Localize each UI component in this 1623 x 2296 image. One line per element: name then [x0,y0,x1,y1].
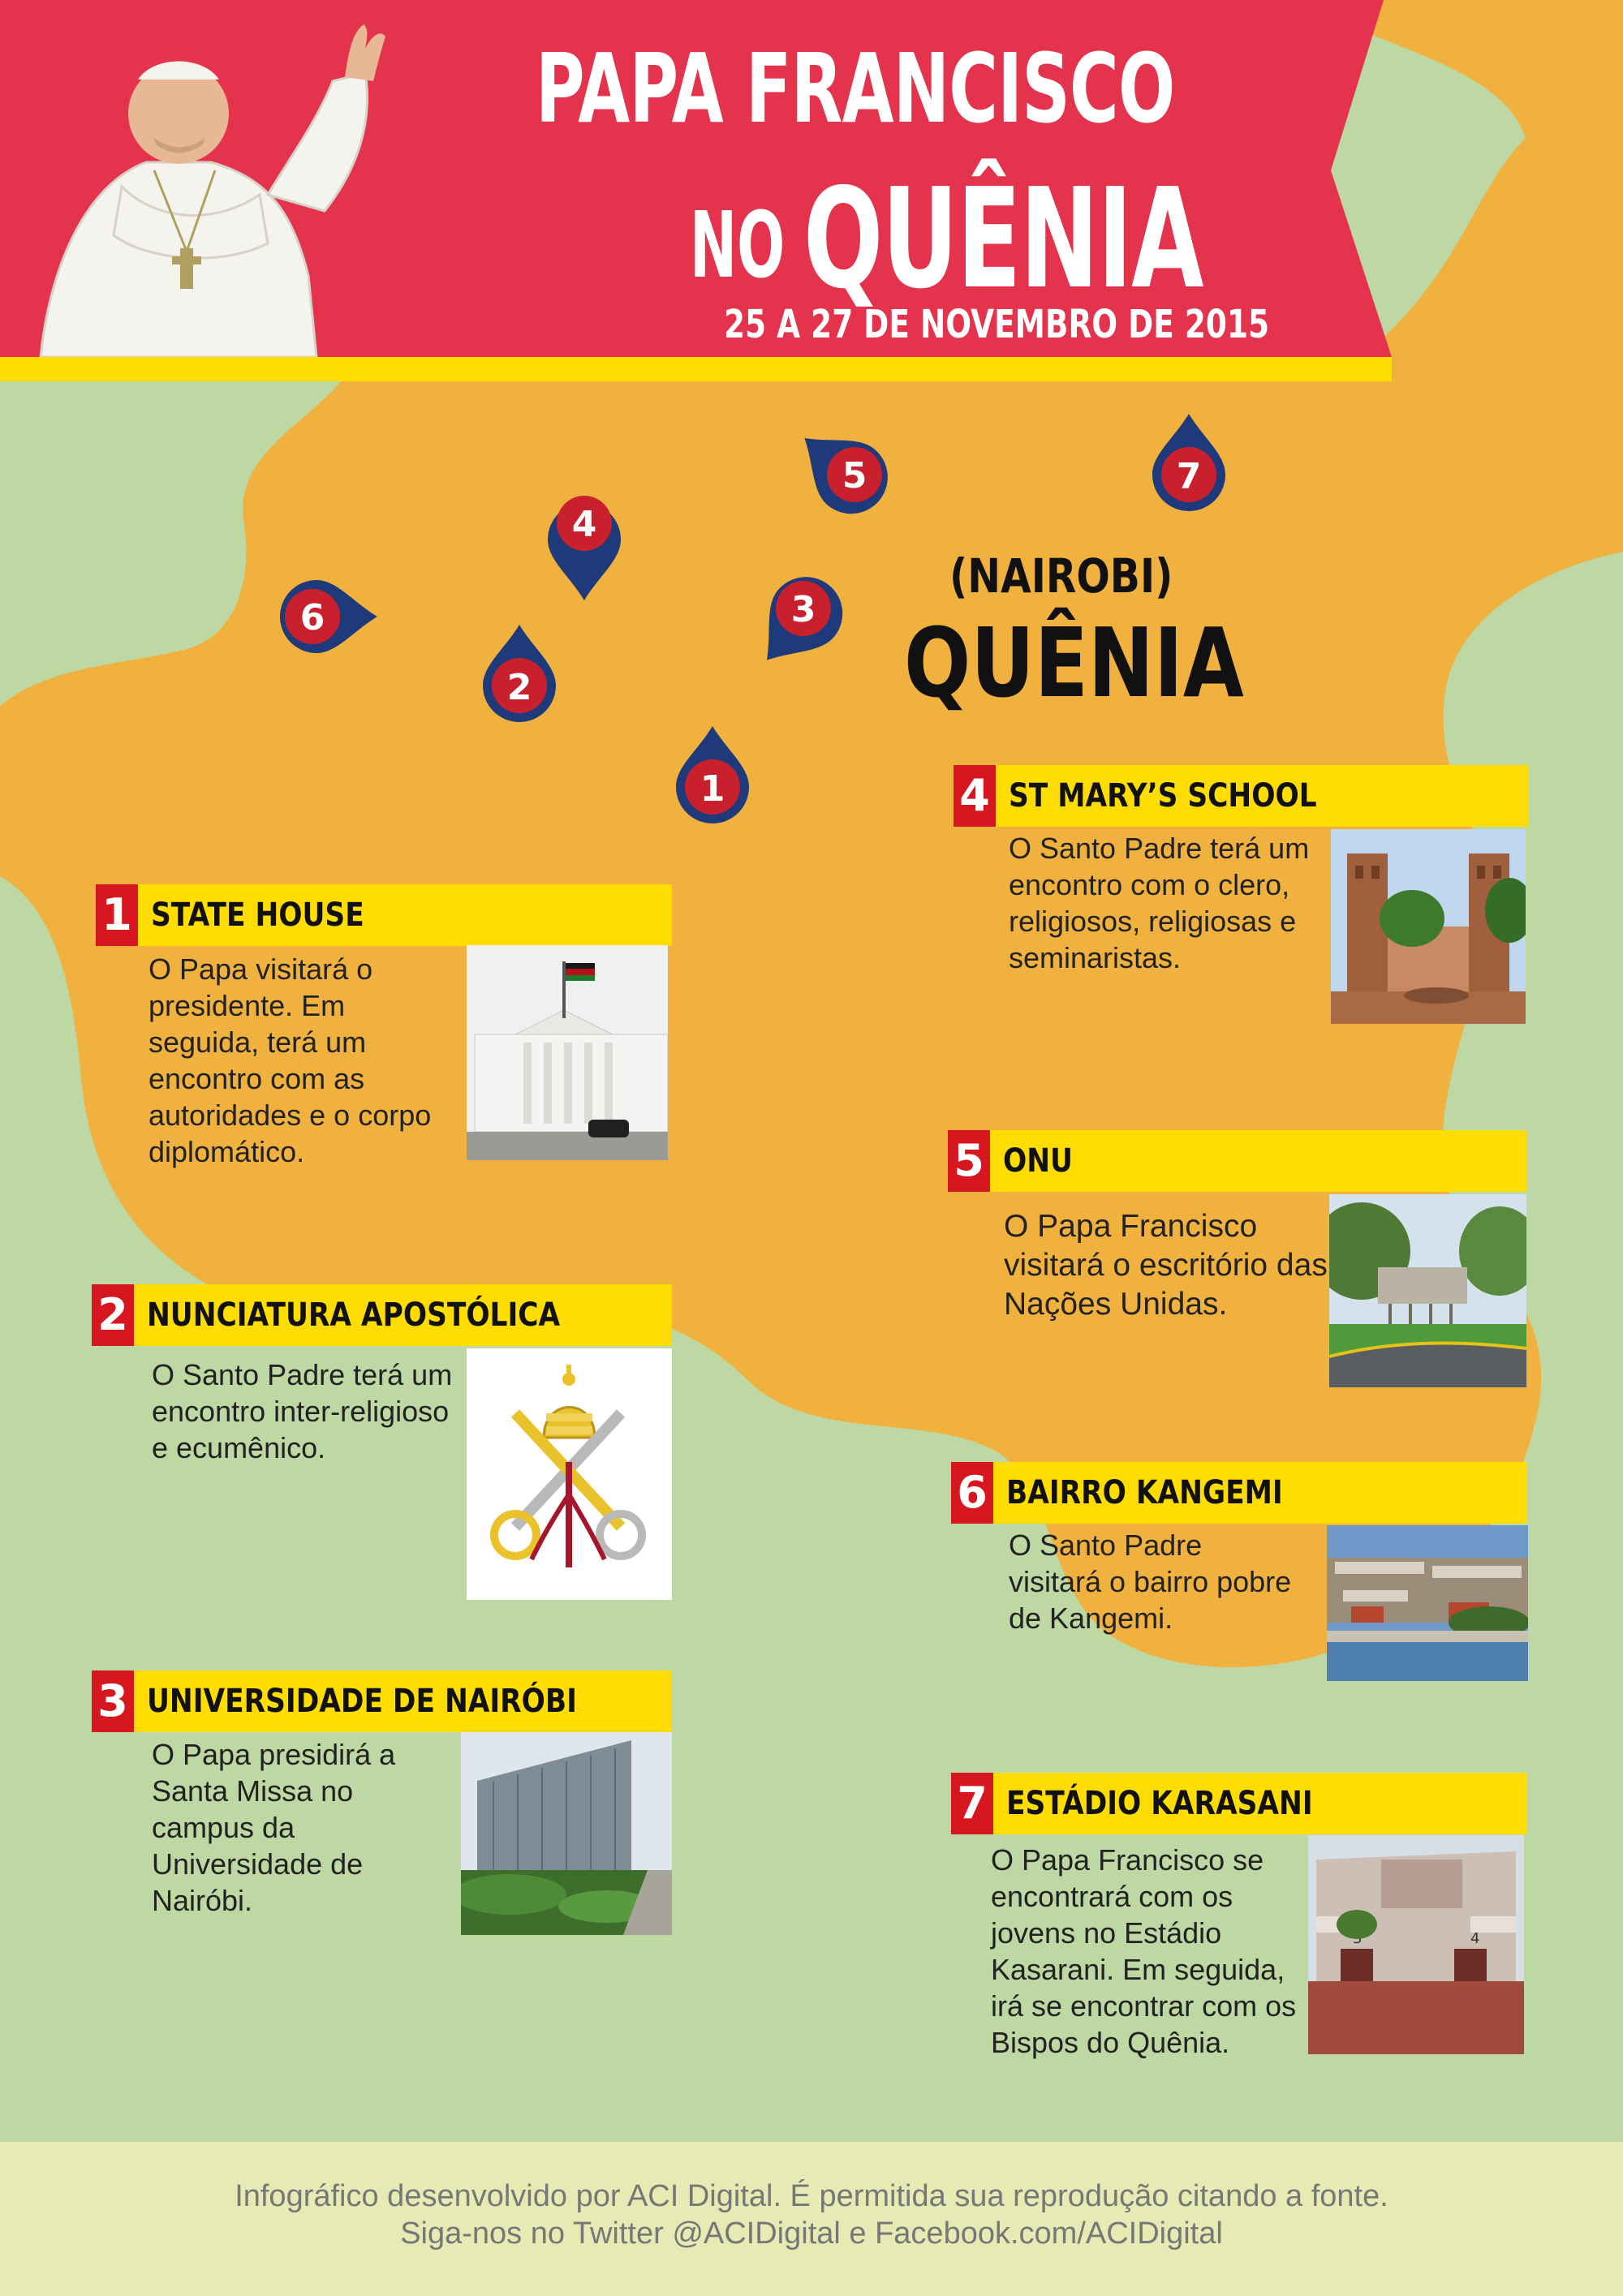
location-number: 3 [92,1670,134,1732]
map-label-nairobi: (NAIROBI) [949,548,1173,604]
title-quenia: QUÊNIA [803,159,1203,320]
map-pin-7 [1140,414,1238,511]
location-6-header [951,1462,1527,1524]
map-pin-3 [755,568,852,665]
location-1-description: O Papa visitará o presidente. Em seguida, terá um encontro com as autoridades e o corpo diplomático. [149,952,432,1168]
map-pin-6 [272,568,369,665]
footer [0,2142,1623,2296]
location-title: BAIRRO KANGEMI [1006,1474,1283,1511]
pin-number: 5 [842,455,867,497]
location-3-description: O Papa presidirá a Santa Missa no campus da Universidade de Nairóbi. [152,1738,396,1917]
map-label-kenya: QUÊNIA [904,607,1244,719]
location-4-header [954,765,1528,827]
location-7-photo [1308,1835,1524,2054]
location-title: ONU [1003,1142,1073,1180]
pin-number: 7 [1176,456,1202,497]
location-3-header [92,1670,672,1732]
pin-number: 2 [506,667,532,708]
location-number: 2 [92,1284,134,1346]
location-number: 1 [96,884,138,946]
map-pin-2 [471,625,568,722]
location-title: ESTÁDIO KARASANI [1006,1785,1313,1822]
location-number: 6 [951,1462,993,1524]
location-7-description: O Papa Francisco se encontrará com os jovens no Estádio Kasarani. Em seguida, irá se encontrar com os Bispos do Quênia. [991,1843,1297,2059]
location-title: UNIVERSIDADE DE NAIRÓBI [147,1683,577,1720]
pin-number: 3 [790,589,816,630]
location-4-description: O Santo Padre terá um encontro com o clero, religiosos, religiosas e seminaristas. [1009,832,1310,974]
title-no: NO [690,193,786,299]
location-2-description: O Santo Padre terá um encontro inter-religioso e ecumênico. [152,1358,453,1464]
svg-text:4: 4 [1470,1930,1480,1947]
title-papa-francisco: PAPA FRANCISCO [536,32,1175,144]
location-3-photo [461,1732,672,1935]
location-5-description: O Papa Francisco visitará o escritório das Nações Unidas. [1004,1209,1328,1322]
location-1-photo [467,945,668,1160]
event-dates: 25 A 27 DE NOVEMBRO DE 2015 [724,302,1270,347]
location-number: 7 [951,1773,993,1834]
header-yellow-stripe [0,357,1392,381]
map-pin-5 [799,426,897,523]
location-2-coat-of-arms [467,1348,672,1600]
location-7-header [951,1773,1527,1834]
location-number: 5 [948,1130,990,1192]
pin-number: 4 [571,504,597,545]
location-1-header [96,884,672,946]
footer-social: Siga-nos no Twitter @ACIDigital e Facebook.com/ACIDigital [400,2216,1223,2251]
location-title: STATE HOUSE [151,896,364,934]
footer-credit: Infográfico desenvolvido por ACI Digital. É permitida sua reprodução citando a fonte. [235,2179,1388,2213]
location-6-photo [1327,1525,1528,1681]
pope-francis-image [24,8,406,357]
location-4-photo [1331,829,1526,1024]
location-title: NUNCIATURA APOSTÓLICA [147,1296,561,1334]
pin-number: 6 [299,597,325,638]
location-title: ST MARY’S SCHOOL [1009,777,1317,815]
location-number: 4 [954,765,996,827]
map-pin-4 [536,487,633,584]
location-5-photo [1329,1194,1526,1387]
map-pin-1 [664,726,761,823]
pin-number: 1 [700,768,725,810]
location-6-description: O Santo Padre visitará o bairro pobre de Kangemi. [1009,1529,1292,1635]
location-5-header [948,1130,1526,1192]
location-2-header [92,1284,672,1346]
